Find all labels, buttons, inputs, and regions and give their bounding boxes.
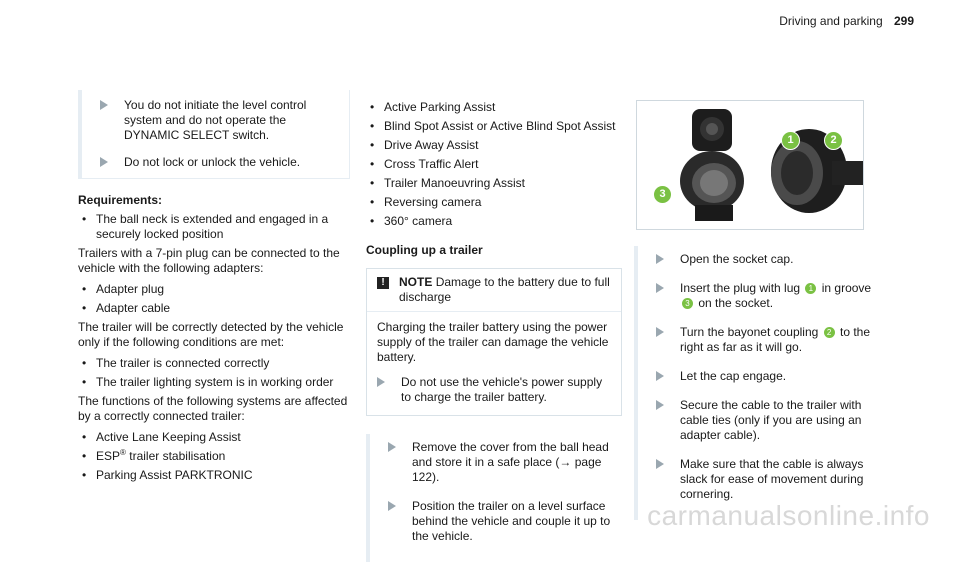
requirements-list — [78, 212, 350, 242]
requirements-heading: Requirements: — [78, 193, 163, 207]
arrow-right-icon — [656, 459, 664, 469]
adapters-intro: Trailers with a 7-pin plug can be connected to the vehicle with the following adapters: — [78, 246, 340, 275]
list-item: • Active Lane Keeping Assist — [78, 430, 350, 445]
arrow-right-icon — [656, 327, 664, 337]
column-left — [78, 90, 350, 487]
systems-list — [78, 430, 350, 483]
list-item: • Trailer Manoeuvring Assist — [366, 176, 622, 191]
arrow-right-icon — [656, 400, 664, 410]
list-item: • Adapter cable — [78, 301, 350, 316]
note-body — [367, 312, 621, 415]
list-item: • Adapter plug — [78, 282, 350, 297]
inline-callout: 3 — [682, 298, 693, 309]
steps-box — [366, 434, 622, 562]
header-title: Driving and parking — [779, 14, 883, 28]
column-middle — [366, 100, 622, 562]
arrow-right-icon — [656, 371, 664, 381]
detect-intro: The trailer will be correctly detected by the vehicle only if the following conditions are met: — [78, 320, 344, 349]
step-item: Make sure that the cable is always slack for ease of movement during cornering. — [656, 457, 884, 502]
systems-intro: The functions of the following systems are affected by a correctly connected trailer: — [78, 394, 348, 423]
inline-callout: 2 — [824, 327, 835, 338]
step-item: Secure the cable to the trailer with cable ties (only if you are using an adapter cable). — [656, 398, 884, 443]
arrow-right-icon — [388, 501, 396, 511]
steps-box — [78, 90, 350, 179]
list-item: • 360° camera — [366, 214, 622, 229]
note-header — [367, 269, 621, 312]
step-item: Do not lock or unlock the vehicle. — [100, 155, 339, 170]
list-item: • Reversing camera — [366, 195, 622, 210]
page-number: 299 — [893, 14, 914, 28]
step-item: You do not initiate the level control system and do not operate the DYNAMIC SELECT switch. — [100, 98, 339, 143]
socket-illustration — [637, 101, 863, 229]
step-item: Position the trailer on a level surface behind the vehicle and couple it up to the vehicle. — [388, 499, 622, 544]
trailer-socket-figure — [636, 100, 864, 230]
callout-3: 3 — [653, 185, 672, 204]
arrow-right-icon — [388, 442, 396, 452]
step-item: Do not use the vehicle's power supply to charge the trailer battery. — [377, 375, 611, 405]
warning-icon: ! — [377, 277, 389, 289]
step-item: Turn the bayonet coupling 2 to the right as far as it will go. — [656, 325, 884, 355]
note-title-text: Damage to the battery due to full discharge — [399, 275, 610, 304]
list-item: • Active Parking Assist — [366, 100, 622, 115]
page-header — [779, 14, 914, 29]
coupling-heading: Coupling up a trailer — [366, 243, 483, 257]
list-item: • ESP® trailer stabilisation — [78, 449, 350, 464]
registered-mark: ® — [120, 448, 126, 457]
conditions-list — [78, 356, 350, 390]
step-item: Open the socket cap. — [656, 252, 884, 267]
arrow-right-icon — [656, 254, 664, 264]
note-box — [366, 268, 622, 416]
note-text: Charging the trailer battery using the power supply of the trailer can damage the vehicle battery. — [377, 320, 609, 364]
step-item: Remove the cover from the ball head and store it in a safe place (→ page 122). — [388, 440, 622, 485]
arrow-right-icon — [100, 157, 108, 167]
arrow-right-icon — [377, 377, 385, 387]
column-right — [634, 100, 884, 520]
list-item: • Parking Assist PARKTRONIC — [78, 468, 350, 483]
adapters-list — [78, 282, 350, 316]
list-item: • The trailer lighting system is in working order — [78, 375, 350, 390]
systems-list-continued — [366, 100, 622, 229]
step-item: Insert the plug with lug 1 in groove 3 on the socket. — [656, 281, 884, 311]
arrow-right-icon — [100, 100, 108, 110]
arrow-right-icon — [656, 283, 664, 293]
callout-1: 1 — [781, 131, 800, 150]
step-item: Let the cap engage. — [656, 369, 884, 384]
list-item: • The trailer is connected correctly — [78, 356, 350, 371]
list-item: • Cross Traffic Alert — [366, 157, 622, 172]
callout-2: 2 — [824, 131, 843, 150]
list-item: • Drive Away Assist — [366, 138, 622, 153]
inline-callout: 1 — [805, 283, 816, 294]
note-title: NOTE — [399, 275, 433, 289]
list-item: • Blind Spot Assist or Active Blind Spot Assist — [366, 119, 622, 134]
list-item: • The ball neck is extended and engaged in a securely locked position — [78, 212, 350, 242]
watermark: carmanualsonline.info — [647, 500, 930, 531]
steps-box — [634, 246, 884, 520]
